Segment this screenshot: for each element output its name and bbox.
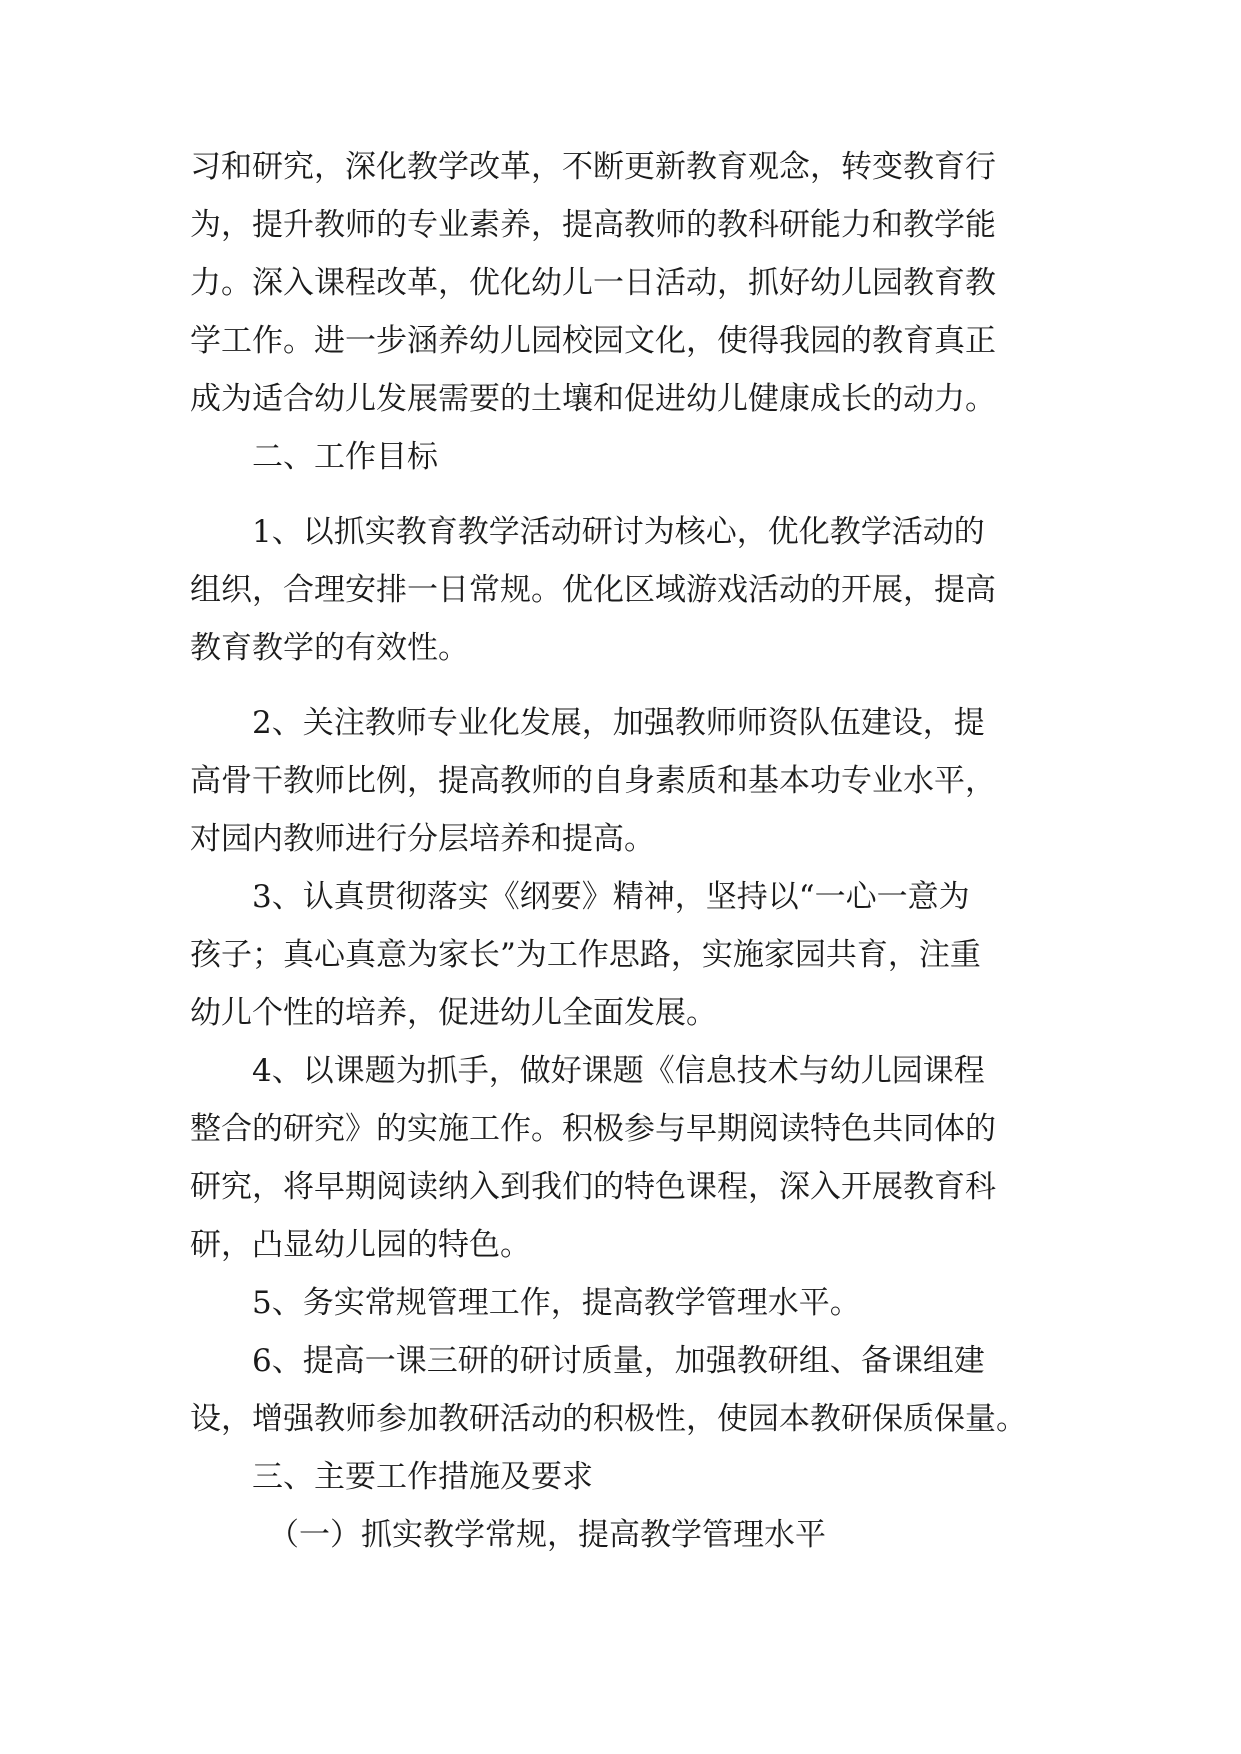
body-text-line: 4、以课题为抓手，做好课题《信息技术与幼儿园课程: [252, 1053, 985, 1089]
body-text-line: 6、提高一课三研的研讨质量，加强教研组、备课组建: [252, 1343, 985, 1379]
body-text-line: 对园内教师进行分层培养和提高。: [190, 821, 655, 857]
body-text-line: 整合的研究》的实施工作。积极参与早期阅读特色共同体的: [190, 1111, 996, 1147]
section-heading: 二、工作目标: [252, 439, 438, 475]
subsection-heading: （一）抓实教学常规，提高教学管理水平: [268, 1517, 826, 1553]
body-text-line: 教育教学的有效性。: [190, 630, 469, 666]
body-text-line: 孩子；真心真意为家长”为工作思路，实施家园共育，注重: [190, 937, 981, 973]
body-text-line: 幼儿个性的培养，促进幼儿全面发展。: [190, 995, 717, 1031]
body-text-line: 研，凸显幼儿园的特色。: [190, 1227, 531, 1263]
body-text-line: 力。深入课程改革，优化幼儿一日活动，抓好幼儿园教育教: [190, 265, 996, 301]
body-text-line: 3、认真贯彻落实《纲要》精神，坚持以“一心一意为: [252, 879, 970, 915]
section-heading: 三、主要工作措施及要求: [252, 1459, 593, 1495]
body-text-line: 组织，合理安排一日常规。优化区域游戏活动的开展，提高: [190, 572, 996, 608]
body-text-line: 研究，将早期阅读纳入到我们的特色课程，深入开展教育科: [190, 1169, 996, 1205]
body-text-line: 高骨干教师比例，提高教师的自身素质和基本功专业水平，: [190, 763, 996, 799]
body-text-line: 为，提升教师的专业素养，提高教师的教科研能力和教学能: [190, 207, 996, 243]
body-text-line: 5、务实常规管理工作，提高教学管理水平。: [252, 1285, 861, 1321]
body-text-line: 设，增强教师参加教研活动的积极性，使园本教研保质保量。: [190, 1401, 1027, 1437]
body-text-line: 习和研究，深化教学改革，不断更新教育观念，转变教育行: [190, 149, 996, 185]
body-text-line: 1、以抓实教育教学活动研讨为核心，优化教学活动的: [252, 514, 985, 550]
body-text-line: 2、关注教师专业化发展，加强教师师资队伍建设，提: [252, 705, 985, 741]
body-text-line: 成为适合幼儿发展需要的土壤和促进幼儿健康成长的动力。: [190, 381, 996, 417]
body-text-line: 学工作。进一步涵养幼儿园校园文化，使得我园的教育真正: [190, 323, 996, 359]
